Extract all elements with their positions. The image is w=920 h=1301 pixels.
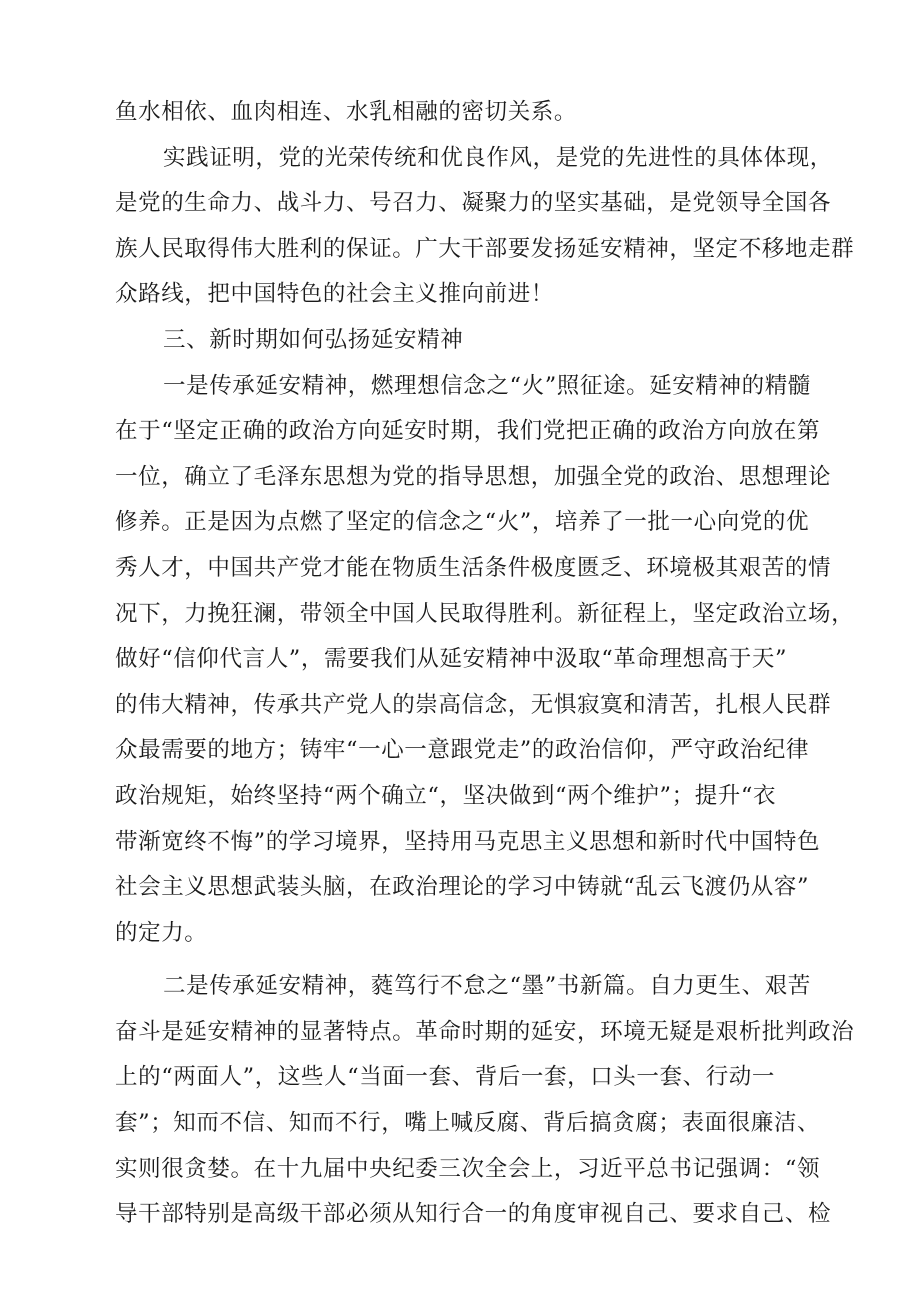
paragraph-gap: [115, 956, 835, 964]
text-line: 导干部特别是高级干部必须从知行合一的角度审视自己、要求自己、检: [115, 1201, 832, 1228]
text-line: 在于“坚定正确的政治方向延安时期，我们党把正确的政治方向放在第: [115, 418, 821, 445]
text-line: 众最需要的地方；铸牢“一心一意跟党走”的政治信仰，严守政治纪律: [115, 737, 810, 764]
text-line: 众路线，把中国特色的社会主义推向前进！: [115, 281, 554, 308]
section-heading: 三、新时期如何弘扬延安精神: [163, 326, 464, 353]
text-line: 上的“两面人”，这些人“当面一套、背后一套，口头一套、行动一: [115, 1064, 776, 1091]
paragraph-start-line: 实践证明，党的光荣传统和优良作风，是党的先进性的具体体现，: [163, 144, 833, 171]
text-line: 况下，力挽狂澜，带领全中国人民取得胜利。新征程上，坚定政治立场，: [115, 600, 855, 627]
text-line: 带渐宽终不悔”的学习境界，坚持用马克思主义思想和新时代中国特色: [115, 828, 821, 855]
text-line: 奋斗是延安精神的显著特点。革命时期的延安，环境无疑是艰析批判政治: [115, 1018, 855, 1045]
text-line: 秀人才，中国共产党才能在物质生活条件极度匮乏、环境极其艰苦的情: [115, 554, 832, 581]
document-body: [115, 90, 855, 1238]
text-line: 一位，确立了毛泽东思想为党的指导思想，加强全党的政治、思想理论: [115, 463, 832, 490]
text-line: 做好“信仰代言人”，需要我们从延安精神中汲取“革命理想高于天”: [115, 646, 788, 673]
text-line: 修养。正是因为点燃了坚定的信念之“火”，培养了一批一心向党的优: [115, 509, 810, 536]
text-line: 的伟大精神，传承共产党人的崇高信念，无惧寂寞和清苦，扎根人民群: [115, 691, 832, 718]
paragraph-start-line: 二是传承延安精神，蕤笃行不怠之“墨”书新篇。自力更生、艰苦: [163, 973, 811, 1000]
text-line: 是党的生命力、战斗力、号召力、凝聚力的坚实基础，是党领导全国各: [115, 190, 832, 217]
text-line: 族人民取得伟大胜利的保证。广大干部要发扬延安精神，坚定不移地走群: [115, 235, 855, 262]
text-line: 社会主义思想武装头脑，在政治理论的学习中铸就“乱云飞渡仍从容”: [115, 874, 810, 901]
text-line: 政治规矩，始终坚持“两个确立“，坚决做到“两个维护”；提升“衣: [115, 782, 777, 809]
text-line: 实则很贪婪。在十九届中央纪委三次全会上，习近平总书记强调：“领: [115, 1155, 821, 1182]
text-line: 的定力。: [115, 919, 208, 946]
text-line: 鱼水相依、血肉相连、水乳相融的密切关系。: [115, 99, 578, 125]
text-line: 套”；知而不信、知而不行，嘴上喊反腐、背后搞贪腐；表面很廉洁、: [115, 1110, 821, 1137]
paragraph-start-line: 一是传承延安精神，燃理想信念之“火”照征途。延安精神的精髓: [163, 372, 811, 399]
